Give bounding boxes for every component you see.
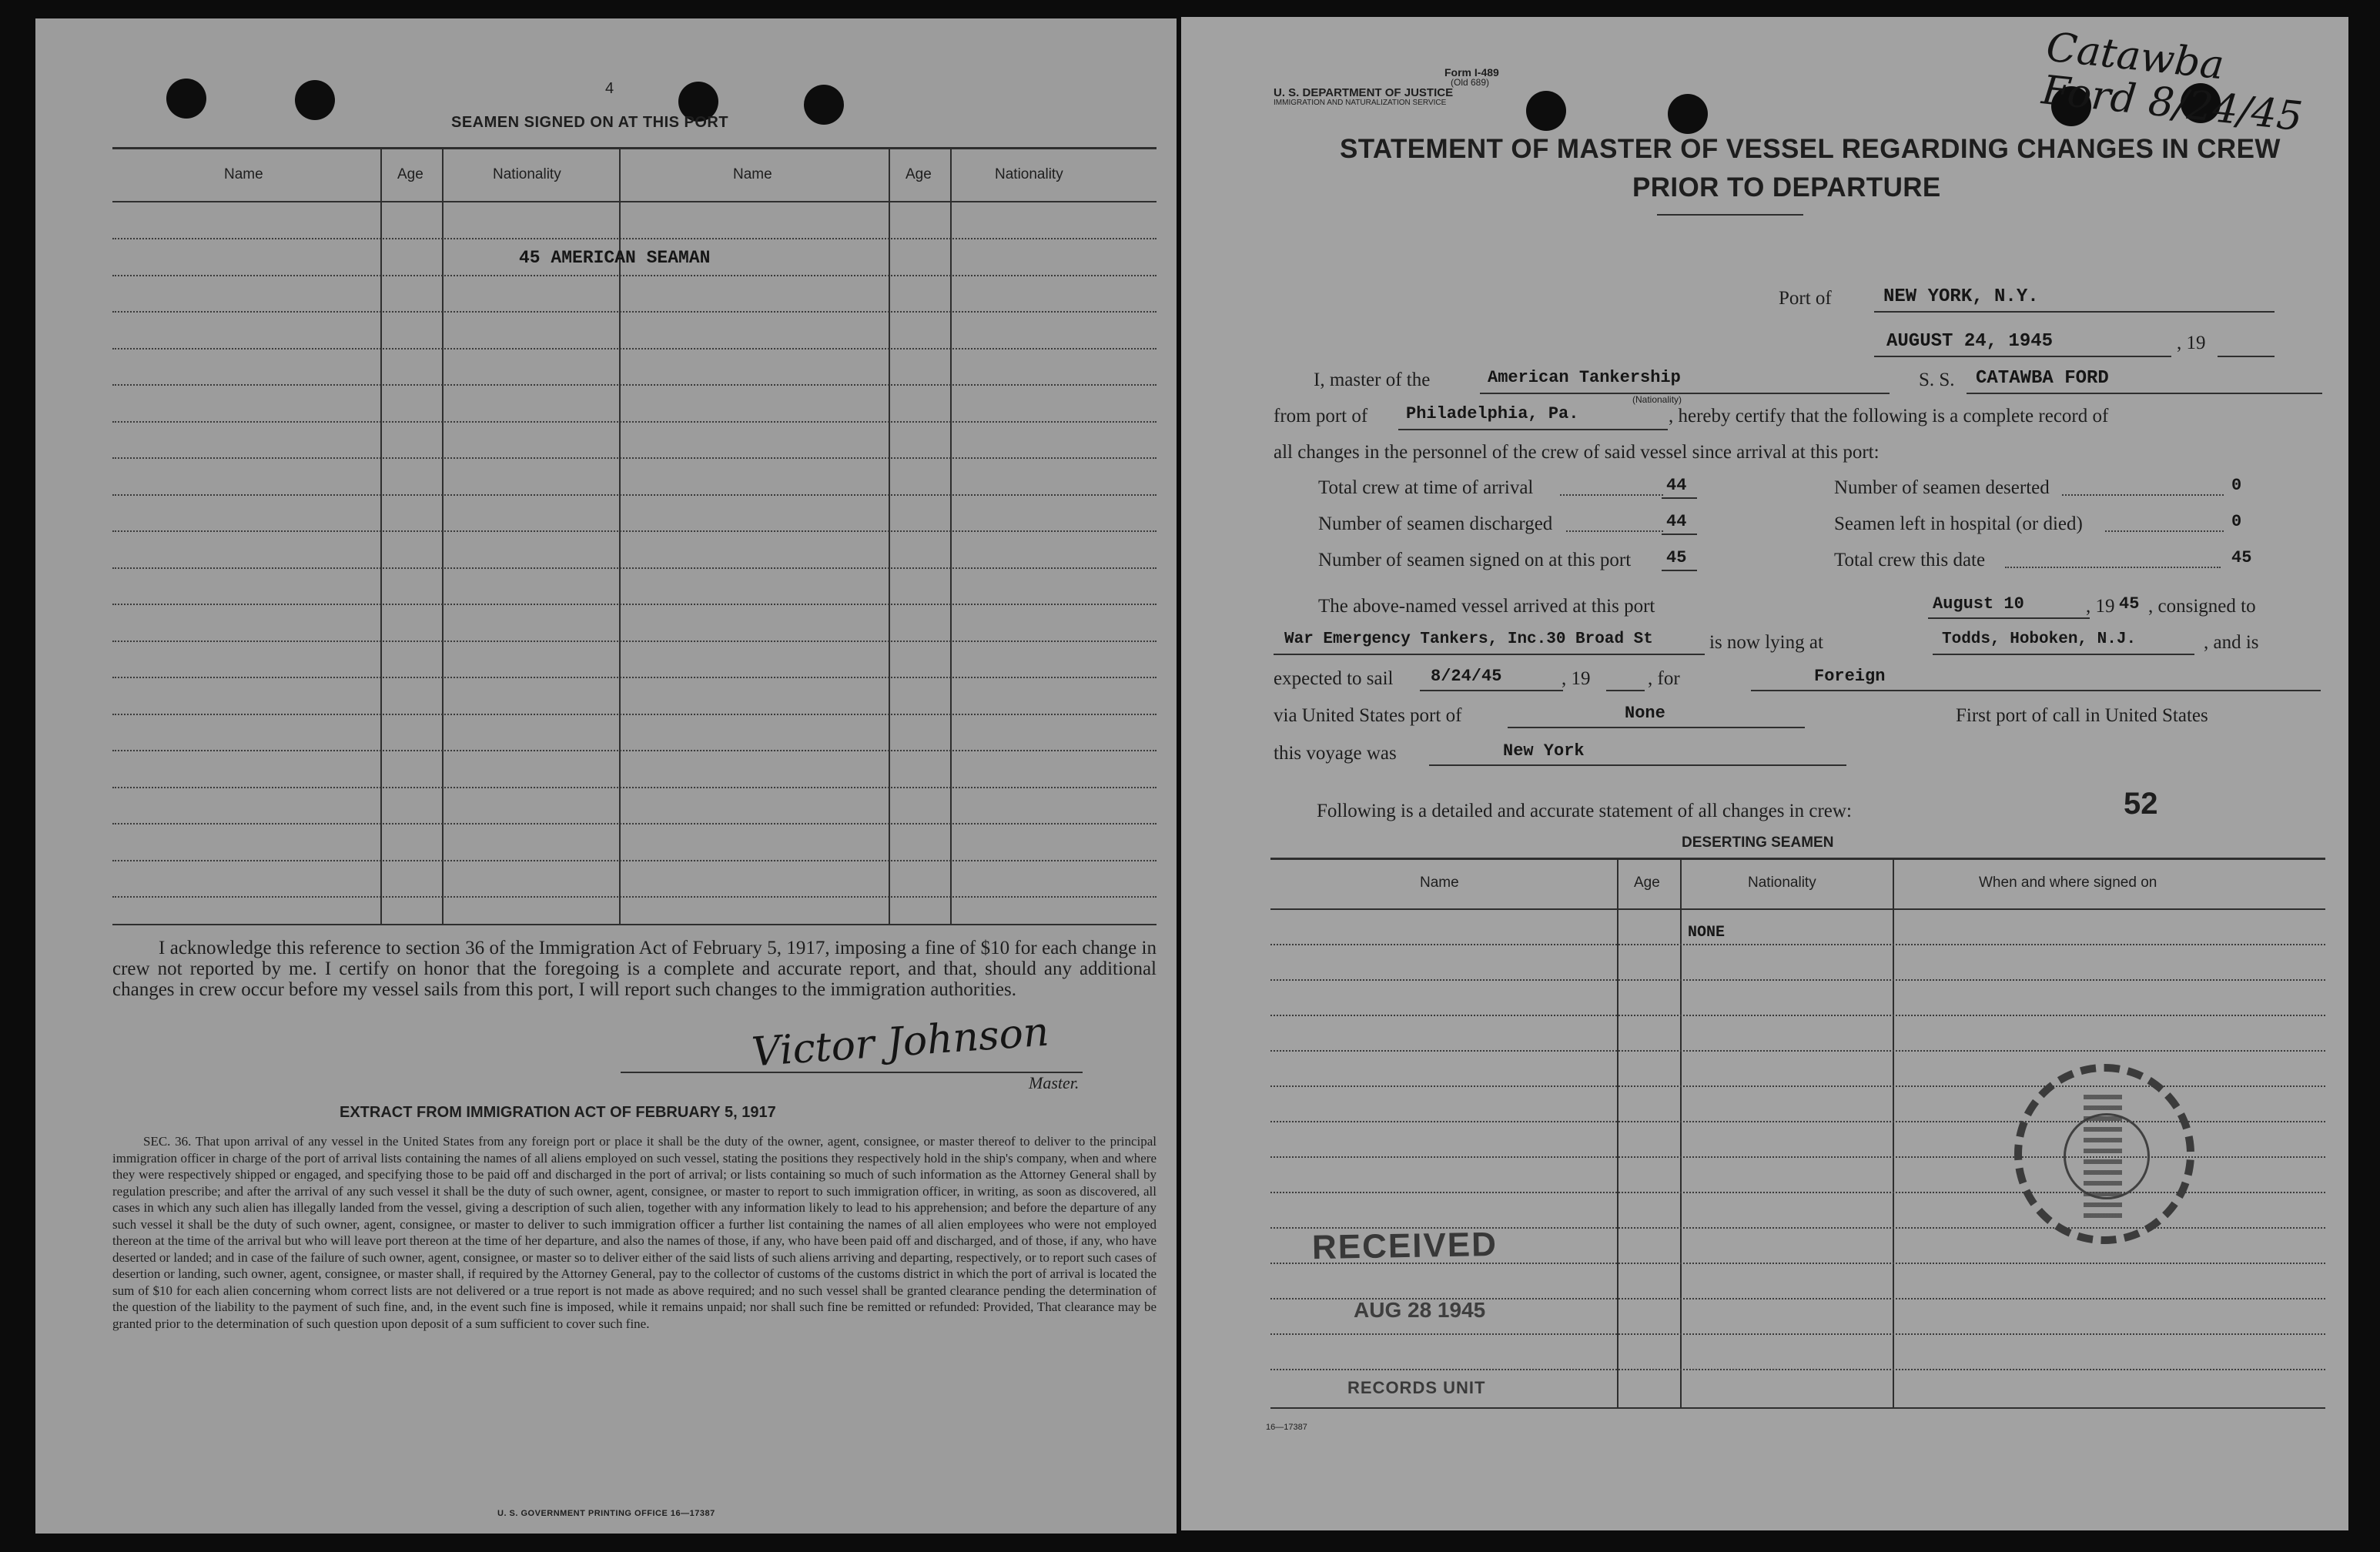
port-label: Port of xyxy=(1779,288,1832,309)
expected-year: , 19 xyxy=(1562,668,1591,689)
from-port-label: from port of xyxy=(1274,406,1368,426)
received-date-stamp: AUG 28 1945 xyxy=(1354,1298,1486,1322)
from-port-value: Philadelphia, Pa. xyxy=(1406,404,1579,423)
arrived-year: 45 xyxy=(2119,594,2140,614)
total-date-value: 45 xyxy=(2231,548,2252,567)
lying-value: Todds, Hoboken, N.J. xyxy=(1942,630,2137,648)
via-label: via United States port of xyxy=(1274,705,1462,726)
header-age: Age xyxy=(397,166,423,182)
master-of-label: I, master of the xyxy=(1314,370,1431,390)
nationality-caption: (Nationality) xyxy=(1632,394,1682,405)
page-number: 4 xyxy=(605,80,614,97)
punch-hole xyxy=(1668,94,1708,134)
date-value: AUGUST 24, 1945 xyxy=(1886,331,2054,352)
total-arrival-value: 44 xyxy=(1666,476,1687,495)
port-value: NEW YORK, N.Y. xyxy=(1883,286,2039,307)
header-nationality: Nationality xyxy=(995,166,1063,182)
hospital-label: Seamen left in hospital (or died) xyxy=(1834,513,2083,534)
arrived-value: August 10 xyxy=(1933,594,2024,614)
punch-hole xyxy=(1526,91,1566,131)
header-age: Age xyxy=(1634,875,1660,891)
service: IMMIGRATION AND NATURALIZATION SERVICE xyxy=(1274,99,1447,107)
consignee: War Emergency Tankers, Inc.30 Broad St xyxy=(1284,630,1653,648)
and-is-label: , and is xyxy=(2204,632,2259,653)
master-label: Master. xyxy=(1029,1073,1080,1092)
form-number: Form I-489 xyxy=(1444,66,1499,79)
header-nationality: Nationality xyxy=(493,166,561,182)
deserting-entry: NONE xyxy=(1688,924,1726,942)
deserted-value: 0 xyxy=(2231,476,2242,495)
arrived-label: The above-named vessel arrived at this port xyxy=(1318,596,1655,617)
ship-name: CATAWBA FORD xyxy=(1976,368,2109,389)
header-name: Name xyxy=(1420,875,1459,891)
left-page xyxy=(35,18,1177,1534)
handwritten-number: 52 xyxy=(2124,787,2158,821)
certify-text: , hereby certify that the following is a complete record of xyxy=(1669,406,2109,426)
master-signature: Victor Johnson xyxy=(750,1008,1051,1076)
punch-hole xyxy=(804,85,844,125)
ss-label: S. S. xyxy=(1919,370,1955,390)
expected-label: expected to sail xyxy=(1274,668,1394,689)
acknowledgement-text: I acknowledge this reference to section 36 of the Immigration Act of February 5, 1917, imposing a fine of $10 for each change in crew not reported by me. I certify on honor that the foregoing is a complete and accurate report, and that, should any additional changes in crew occur before my vessel sails from this port, I will report such changes to the immigration authorities. xyxy=(112,938,1157,1000)
arrived-year-label: , 19 xyxy=(2086,596,2115,617)
section-title: SEAMEN SIGNED ON AT THIS PORT xyxy=(451,114,729,131)
header-signed-on: When and where signed on xyxy=(1979,875,2157,891)
following-text: Following is a detailed and accurate statement of all changes in crew: xyxy=(1317,801,1852,821)
form-old-number: (Old 689) xyxy=(1451,77,1490,88)
total-arrival-label: Total crew at time of arrival xyxy=(1318,477,1534,498)
signed-on-entry: 45 AMERICAN SEAMAN xyxy=(519,248,711,268)
voyage-value: New York xyxy=(1503,741,1585,761)
for-label: , for xyxy=(1648,668,1680,689)
deserted-label: Number of seamen deserted xyxy=(1834,477,2050,498)
department: U. S. DEPARTMENT OF JUSTICE xyxy=(1274,86,1454,99)
for-value: Foreign xyxy=(1814,667,1886,686)
printing-office-note: U. S. GOVERNMENT PRINTING OFFICE 16—17387 xyxy=(497,1509,715,1518)
extract-text: SEC. 36. That upon arrival of any vessel in the United States from any foreign port or place it shall be the duty of the owner, agent, consignee, or master thereof to deliver to the principal immigration officer in charge of the port of arrival lists containing the names of all aliens employed on such vessel, stating the positions they respectively hold in the ship's company, when and where they were respectively shipped or engaged, and specifying those to be paid off and discharged in the port of arrival; or lists containing so much of such information as the Attorney General shall by regulation prescribe; and after the arrival of any such vessel it shall be the duty of such owner, agent, consignee, or master to report to such immigration officer, in writing, as soon as discovered, all cases in which any such alien has illegally landed from the vessel, giving a description of such alien, together with any information likely to lead to his apprehension; and before the departure of any such vessel it shall be the duty of such owner, agent, consignee, or master to deliver to such immigration officer a further list containing the names of all alien employees who were not employed thereon at the time of the arrival but who will leave port thereon at the time of her departure, and also the names of those, if any, who have been paid off and discharged, and of those, if any, who have deserted or landed; and in case of the failure of such owner, agent, consignee, or master so to deliver either of the said lists of such aliens arriving and departing, respectively, or to report such cases of desertion or landing, such owner, agent, consignee, or master shall, if required by the Attorney General, pay to the collector of customs of the customs district in which the port of arrival is located the sum of $10 for each alien concerning whom correct lists are not delivered or a true report is not made as above required; and no such vessel shall be granted clearance pending the determination of the question of the liability to the payment of such fine, and, in the event such fine is imposed, while it remains unpaid; nor shall such fine be remitted or refunded: Provided, That clearance may be granted prior to the determination of such question upon deposit of a sum sufficient to cover such fine. xyxy=(112,1134,1157,1331)
signed-on-label: Number of seamen signed on at this port xyxy=(1318,550,1632,570)
deserting-title: DESERTING SEAMEN xyxy=(1682,835,1834,851)
lying-label: is now lying at xyxy=(1709,632,1823,653)
received-stamp: RECEIVED xyxy=(1311,1225,1498,1267)
discharged-value: 44 xyxy=(1666,512,1687,531)
voyage-label: this voyage was xyxy=(1274,743,1397,764)
hospital-value: 0 xyxy=(2231,512,2242,531)
changes-text: all changes in the personnel of the crew of said vessel since arrival at this port: xyxy=(1274,442,1880,463)
header-name: Name xyxy=(733,166,772,182)
expected-value: 8/24/45 xyxy=(1431,667,1502,686)
form-title-line2: PRIOR TO DEPARTURE xyxy=(1632,172,1941,202)
records-unit-stamp: RECORDS UNIT xyxy=(1347,1378,1486,1397)
header-nationality: Nationality xyxy=(1748,875,1816,891)
punch-hole xyxy=(166,79,206,119)
handwritten-note: Catawba Ford 8/24/45 xyxy=(2039,24,2305,141)
header-name: Name xyxy=(224,166,263,182)
signed-on-value: 45 xyxy=(1666,548,1687,567)
first-port-label: First port of call in United States xyxy=(1956,705,2208,726)
discharged-label: Number of seamen discharged xyxy=(1318,513,1553,534)
consigned-label: , consigned to xyxy=(2148,596,2256,617)
right-page xyxy=(1181,17,2348,1530)
total-date-label: Total crew this date xyxy=(1834,550,1986,570)
form-code: 16—17387 xyxy=(1266,1423,1307,1432)
via-value: None xyxy=(1625,704,1665,723)
header-age: Age xyxy=(905,166,932,182)
circular-port-stamp xyxy=(2014,1064,2194,1244)
form-title-line1: STATEMENT OF MASTER OF VESSEL REGARDING CHANGES IN CREW xyxy=(1340,134,2281,164)
date-suffix: , 19 xyxy=(2177,333,2206,353)
vessel-nationality: American Tankership xyxy=(1488,368,1681,387)
extract-title: EXTRACT FROM IMMIGRATION ACT OF FEBRUARY 5, 1917 xyxy=(340,1104,776,1121)
punch-hole xyxy=(295,80,335,120)
